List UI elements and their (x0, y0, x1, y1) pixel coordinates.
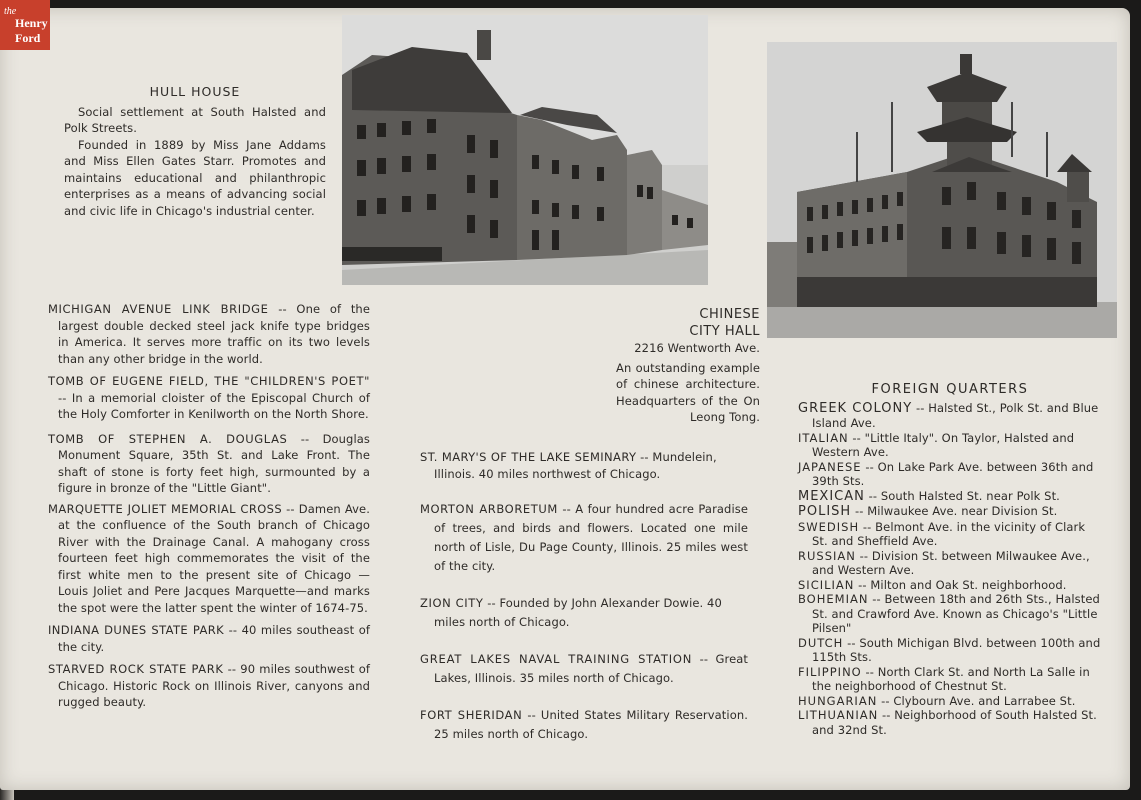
fq-text: -- Clybourn Ave. and Larrabee St. (877, 693, 1076, 708)
entry-marquette (48, 501, 370, 617)
entry-text: -- Mundelein, Illinois. 40 miles northwest of Chicago. (434, 450, 717, 481)
fq-text: -- Halsted St., Polk St. and Blue Island Ave. (812, 400, 1099, 430)
entry-great-lakes (420, 650, 748, 688)
entry-text: -- One of the largest double decked steel jack knife type bridges in America. It serves more traffic on its two levels than any other bridge in the world. (58, 302, 370, 366)
entry-eugene-field (48, 373, 370, 423)
entry-st-marys (420, 449, 748, 482)
fq-name: SICILIAN (798, 577, 855, 592)
entry-head: MICHIGAN AVENUE LINK BRIDGE (48, 302, 269, 316)
fq-text: -- On Lake Park Ave. between 36th and 39th Sts. (812, 459, 1094, 488)
hull-house-photo (342, 15, 708, 285)
fq-name: JAPANESE (798, 459, 862, 474)
fq-italian (798, 431, 1102, 460)
fq-swedish (798, 520, 1102, 549)
fq-name: LITHUANIAN (798, 708, 879, 722)
fq-text: -- North Clark St. and North La Salle in the neighborhood of Chestnut St. (812, 664, 1090, 693)
entry-indiana-dunes (48, 622, 370, 655)
entry-head: INDIANA DUNES STATE PARK (48, 623, 225, 637)
entry-head: MARQUETTE JOLIET MEMORIAL CROSS (48, 501, 283, 516)
chinese-city-hall-photo (767, 42, 1117, 338)
entry-morton-arboretum (420, 500, 748, 576)
fq-filippino (798, 665, 1102, 694)
hull-house-title: HULL HOUSE (149, 84, 241, 99)
entry-head: TOMB OF EUGENE FIELD, THE "CHILDREN'S POET" (48, 374, 370, 388)
foreign-quarters-title: FOREIGN QUARTERS (871, 382, 1029, 397)
fq-dutch (798, 636, 1102, 665)
entry-text: -- Damen Ave. at the confluence of the South branch of Chicago River with the Drainage Canal. A mahogany cross fourteen feet high commemorates the visit of the first white men to the present site of Chicago — Louis Joliet and Pere Jacques Marquette—and marks the spot were the latter spent the winter of 1674-75. (58, 501, 370, 615)
chinese-city-hall-caption (600, 307, 760, 426)
foreign-quarters (798, 383, 1102, 737)
fq-name: BOHEMIAN (798, 592, 869, 606)
entry-text: -- Great Lakes, Illinois. 35 miles north of Chicago. (434, 652, 748, 685)
fq-text: -- South Halsted St. near Polk St. (864, 488, 1060, 503)
fq-text: -- Belmont Ave. in the vicinity of Clark St. and Sheffield Ave. (812, 519, 1086, 548)
entry-starved-rock (48, 661, 370, 711)
fq-name: RUSSIAN (798, 548, 856, 563)
fq-greek (798, 401, 1102, 431)
entry-text: -- In a memorial cloister of the Episcopal Church of the Holy Comforter in Kenilworth on the North Shore. (58, 390, 370, 421)
fq-russian (798, 549, 1102, 578)
hull-house-p2: Founded in 1889 by Miss Jane Addams and Miss Ellen Gates Starr. Promotes and maintains educational and philanthropic enterprises as a means of advancing social and civic life in Chicago's industrial center. (64, 137, 326, 218)
fq-name: FILIPPINO (798, 664, 862, 679)
entry-zion-city (420, 594, 748, 632)
fq-text: -- Between 18th and 26th Sts., Halsted St. and Crawford Ave. Known as Chicago's "Little Pilsen" (812, 592, 1100, 635)
fq-name: HUNGARIAN (798, 693, 878, 708)
fq-polish (798, 504, 1102, 520)
entry-text: -- A four hundred acre Paradise of trees, and birds and flowers. Located one mile north of Lisle, Du Page County, Illinois. 25 miles west of the city. (434, 502, 749, 573)
entry-head: GREAT LAKES NAVAL TRAINING STATION (420, 652, 693, 666)
entry-fort-sheridan (420, 706, 748, 744)
chinese-city-hall-title-2: CITY HALL (689, 323, 760, 339)
chinese-city-hall-address: 2216 Wentworth Ave. (634, 341, 760, 355)
fq-text: -- "Little Italy". On Taylor, Halsted and Western Ave. (812, 430, 1075, 459)
fq-mexican (798, 489, 1102, 505)
entry-text: -- Douglas Monument Square, 35th St. and Lake Front. The shaft of stone is forty feet high, surmounted by a figure in bronze of the "Little Giant". (58, 431, 370, 495)
entry-text: -- 90 miles southwest of Chicago. Historic Rock on Illinois River, canyons and rugged beauty. (58, 662, 370, 709)
fq-text: -- Milton and Oak St. neighborhood. (854, 577, 1067, 592)
fq-bohemian (798, 592, 1102, 636)
chinese-city-hall-title-1: CHINESE (699, 307, 760, 322)
fq-text: -- South Michigan Blvd. between 100th and 115th Sts. (812, 635, 1101, 664)
fq-name: ITALIAN (798, 430, 849, 445)
entry-head: STARVED ROCK STATE PARK (48, 662, 224, 676)
entry-text: -- United States Military Reservation. 25 miles north of Chicago. (434, 708, 748, 741)
hull-house-caption (64, 84, 326, 219)
entry-head: ZION CITY (420, 596, 484, 610)
entry-text: -- Founded by John Alexander Dowie. 40 miles north of Chicago. (434, 596, 722, 629)
fq-name: DUTCH (798, 635, 844, 650)
fq-sicilian (798, 578, 1102, 593)
fq-name: SWEDISH (798, 519, 860, 534)
fq-name: GREEK COLONY (798, 400, 913, 416)
fq-japanese (798, 460, 1102, 489)
fq-text: -- Milwaukee Ave. near Division St. (851, 504, 1058, 518)
entry-head: ST. MARY'S OF THE LAKE SEMINARY (420, 450, 637, 464)
entry-head: TOMB OF STEPHEN A. DOUGLAS (48, 431, 288, 446)
fq-hungarian (798, 694, 1102, 709)
entry-michigan-bridge (48, 301, 370, 367)
middle-column (420, 449, 748, 744)
chinese-city-hall-desc: An outstanding example of chinese architecture. Headquarters of the On Leong Tong. (616, 360, 760, 424)
left-column (48, 301, 370, 711)
henry-ford-logo: the Henry Ford (0, 0, 50, 50)
entry-head: FORT SHERIDAN (420, 708, 523, 722)
fq-name: POLISH (798, 504, 852, 519)
entry-douglas (48, 431, 370, 497)
fq-name: MEXICAN (798, 488, 865, 504)
entry-head: MORTON ARBORETUM (420, 502, 558, 516)
fq-text: -- Division St. between Milwaukee Ave., and Western Ave. (812, 548, 1090, 577)
fq-text: -- Neighborhood of South Halsted St. and 32nd St. (812, 708, 1097, 737)
hull-house-p1: Social settlement at South Halsted and Polk Streets. (64, 104, 326, 135)
fq-lithuanian (798, 708, 1102, 737)
entry-text: -- 40 miles southeast of the city. (58, 623, 370, 654)
